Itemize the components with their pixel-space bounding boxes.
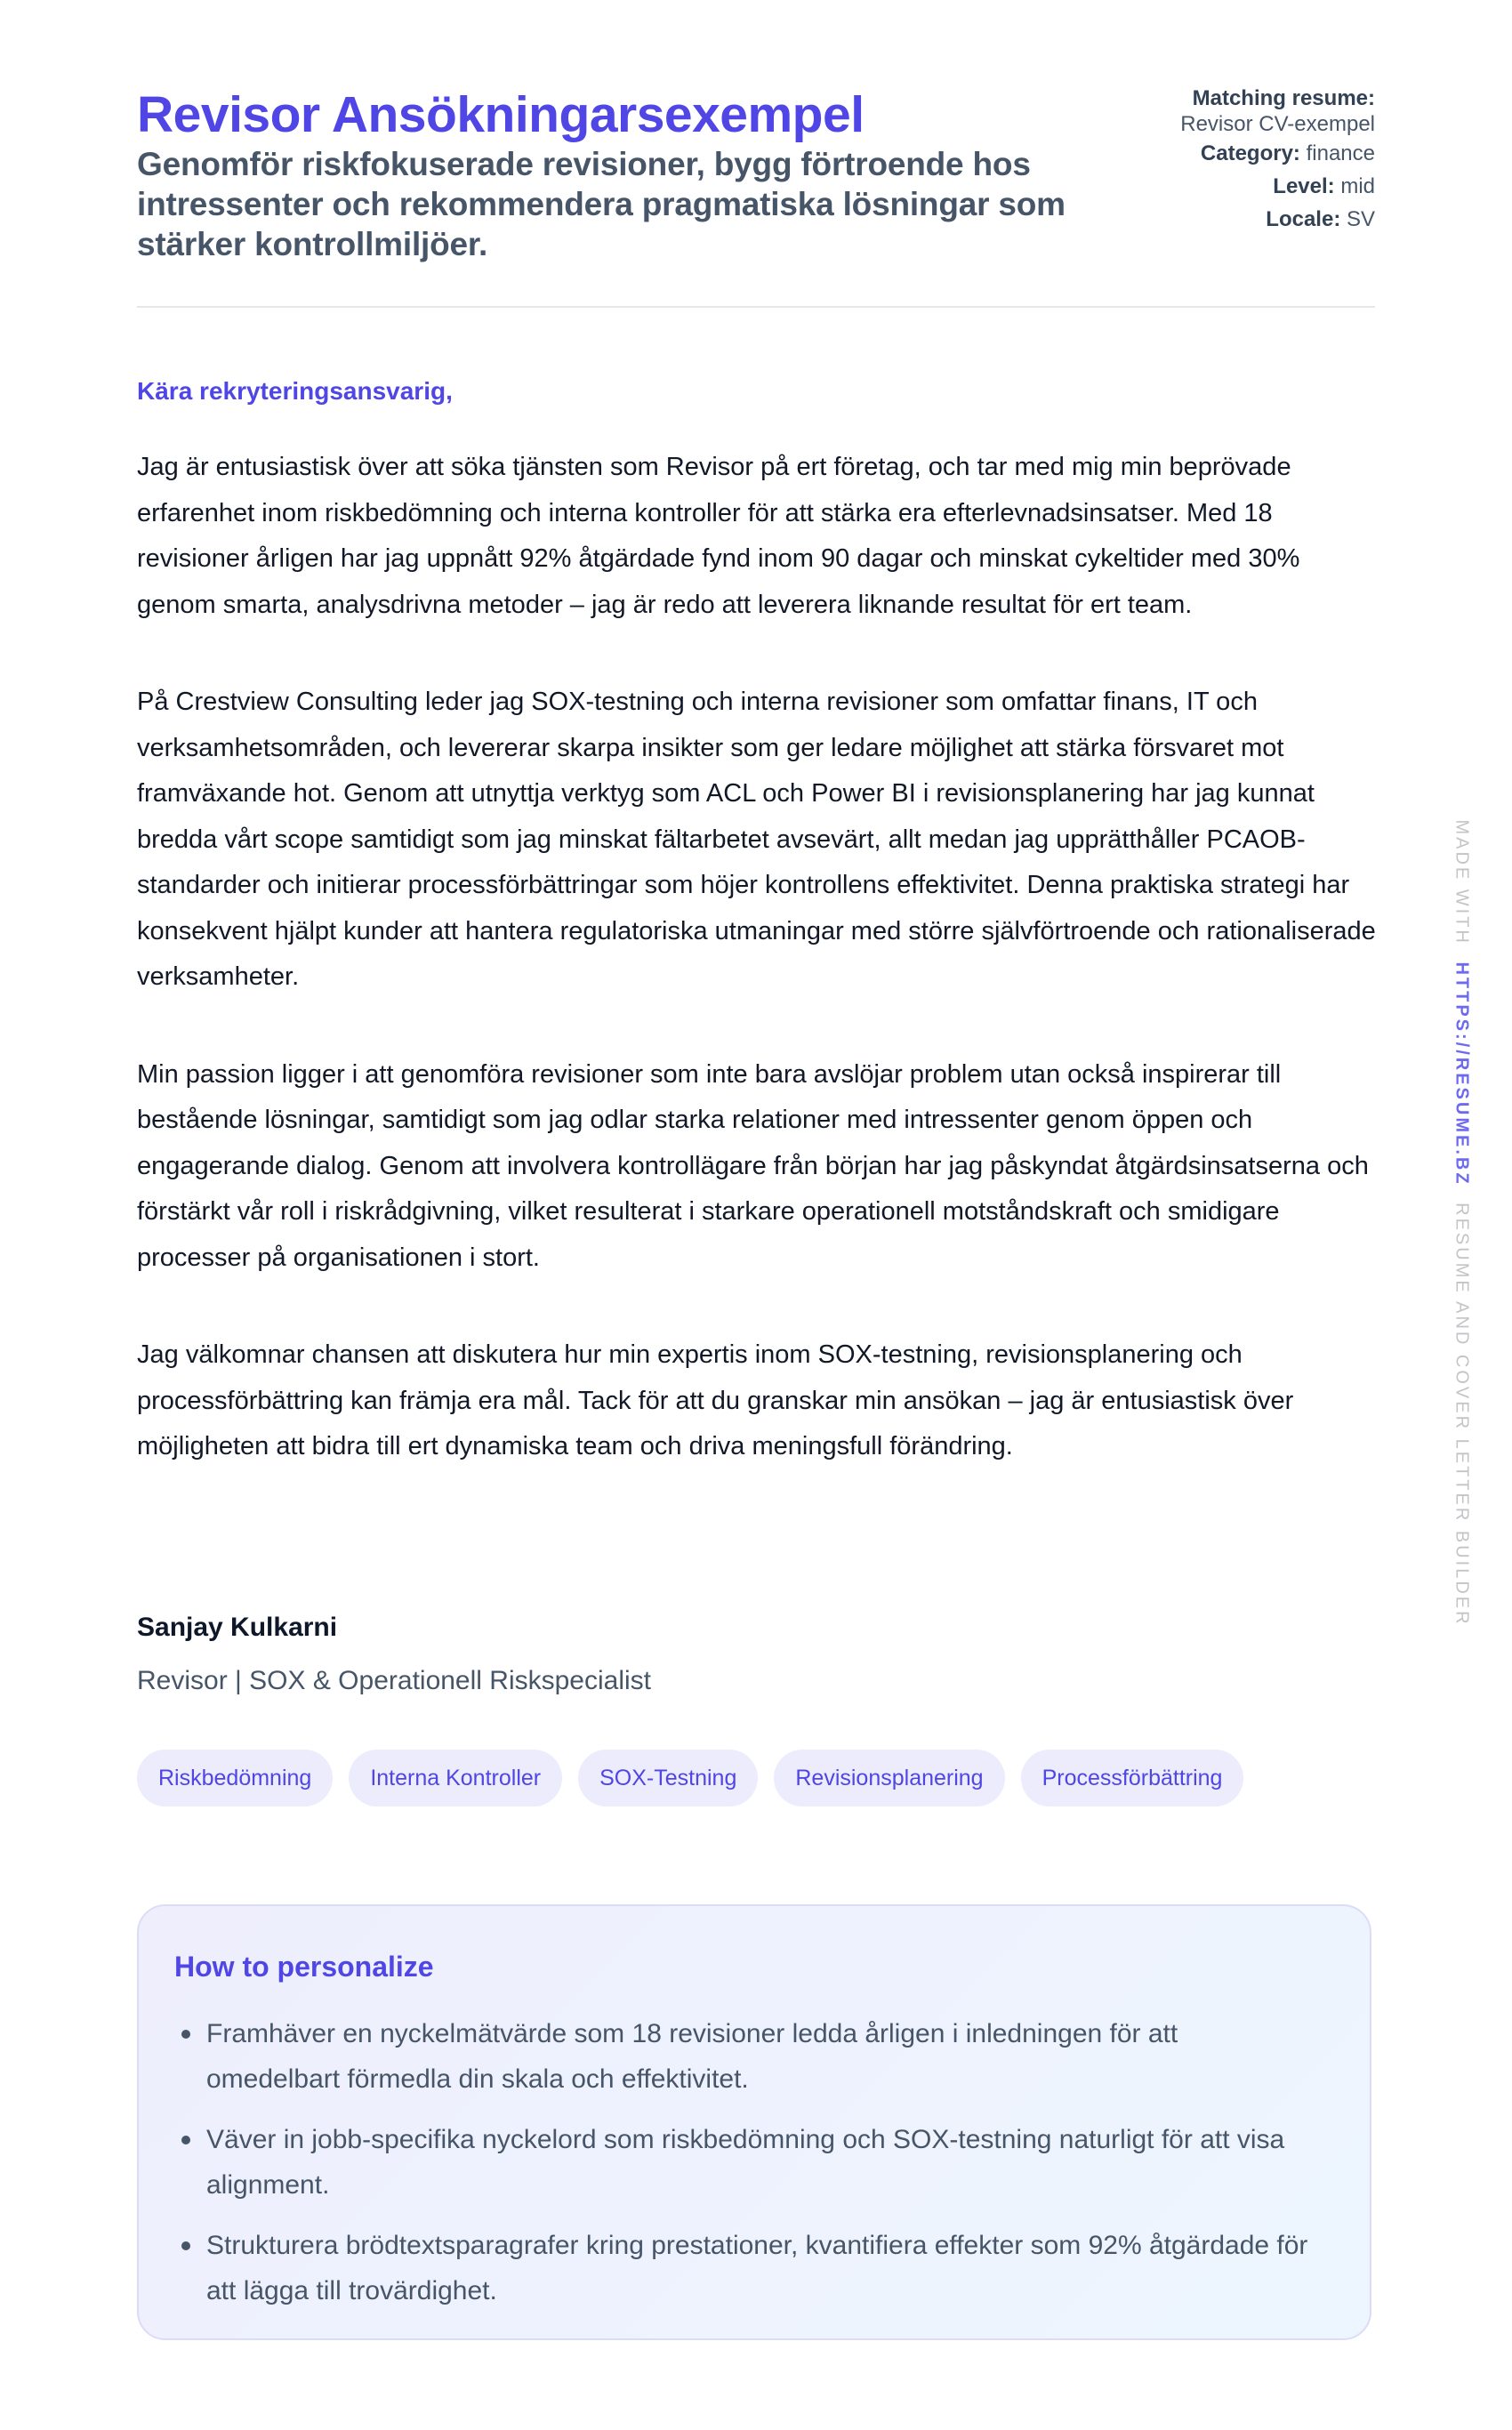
meta-matching-resume-label: Matching resume: <box>1192 86 1375 110</box>
meta-locale-label: Locale: <box>1266 207 1341 231</box>
skill-tags <box>137 1750 1243 1806</box>
meta-level-value: mid <box>1340 174 1375 198</box>
page-header <box>137 0 1375 308</box>
meta-locale <box>1144 206 1375 232</box>
meta-level <box>1144 173 1375 199</box>
personalize-tips-box <box>137 1904 1371 2340</box>
skill-tag: Revisionsplanering <box>774 1750 1004 1806</box>
letter-paragraph: Jag är entusiastisk över att söka tjänsten som Revisor på ert företag, och tar med mig min beprövade erfarenhet inom riskbedömning och interna kontroller för att stärka era efterlevnadsinsatser. Med 18 revisioner årligen har jag uppnått 92% åtgärdade fynd inom 90 dagar och minskat cykeltider med 30% genom smarta, analysdrivna metoder – jag är redo att leverera liknande resultat för ert team. <box>137 453 1300 619</box>
signature-title: Revisor | SOX & Operationell Riskspecialist <box>137 1666 651 1695</box>
tip-text: Väver in jobb-specifika nyckelord som riskbedömning och SOX-testning naturligt för att visa alignment. <box>206 2125 1285 2200</box>
letter-paragraph: Jag välkomnar chansen att diskutera hur min expertis inom SOX-testning, revisionsplanering och processförbättring kan främja era mål. Tack för att du granskar min ansökan – jag är entusiastisk över möjligheten att bidra till ert dynamiska team och driva meningsfull förändring. <box>137 1340 1294 1460</box>
signature <box>137 1605 651 1703</box>
vertical-watermark <box>1452 819 1472 1626</box>
skill-tag: Interna Kontroller <box>349 1750 562 1806</box>
meta-matching-resume-value: Revisor CV-exempel <box>1180 112 1375 136</box>
skill-tag: Riskbedömning <box>137 1750 333 1806</box>
letter-paragraph: På Crestview Consulting leder jag SOX-testning och interna revisioner som omfattar finans, IT och verksamhetsområden, och levererar skarpa insikter som ger ledare möjlighet att stärka försvaret mot framväxande hot. Genom att utnyttja verktyg som ACL och Power BI i revisionsplanering har jag kunnat bredda vårt scope samtidigt som jag minskat fältarbetet avsevärt, allt medan jag upprätthåller PCAOB-standarder och initierar processförbättringar som höjer kontrollens effektivitet. Denna praktiska strategi har konsekvent hjälpt kunder att hantera regulatoriska utmaningar med större självförtroende och rationaliserade verksamheter. <box>137 688 1376 991</box>
tip-text: Framhäver en nyckelmätvärde som 18 revisioner ledda årligen i inledningen för att omedelbart förmedla din skala och effektivitet. <box>206 2019 1178 2094</box>
meta-level-label: Level: <box>1273 174 1335 198</box>
meta-category <box>1144 141 1375 166</box>
meta-category-value: finance <box>1306 141 1375 165</box>
tips-list <box>174 2011 1316 2329</box>
tip-item <box>206 2117 1316 2208</box>
tips-heading: How to personalize <box>174 1951 434 1983</box>
watermark-prefix: MADE WITH <box>1452 819 1472 945</box>
meta-locale-value: SV <box>1346 207 1375 231</box>
tip-item <box>206 2223 1316 2313</box>
signature-name: Sanjay Kulkarni <box>137 1613 338 1642</box>
bullet-icon <box>181 2030 190 2039</box>
cover-letter-page <box>137 0 1376 2305</box>
page-subtitle: Genomför riskfokuserade revisioner, bygg förtroende hos intressenter och rekommendera pragmatiska lösningar som stärker kontrollmiljöer. <box>137 146 1066 262</box>
meta-matching-resume <box>1144 85 1375 137</box>
letter-greeting: Kära rekryteringsansvarig, <box>137 377 453 405</box>
letter-body <box>137 445 1382 1522</box>
tip-item <box>206 2011 1316 2102</box>
skill-tag: SOX-Testning <box>578 1750 758 1806</box>
meta-info <box>1144 85 1375 239</box>
page-title: Revisor Ansökningarsexempel <box>137 86 865 143</box>
watermark-suffix: RESUME AND COVER LETTER BUILDER <box>1452 1203 1472 1627</box>
letter-paragraph: Min passion ligger i att genomföra revisioner som inte bara avslöjar problem utan också inspirerar till bestående lösningar, samtidigt som jag odlar starka relationer med intressenter genom öppen och engagerande dialog. Genom att involvera kontrollägare från början har jag påskyndat åtgärdsinsatserna och förstärkt vår roll i riskrådgivning, vilket resulterat i starkare operationell motståndskraft och smidigare processer på organisationen i stort. <box>137 1059 1369 1272</box>
skill-tag: Processförbättring <box>1021 1750 1244 1806</box>
meta-category-label: Category: <box>1200 141 1300 165</box>
bullet-icon <box>181 2136 190 2144</box>
watermark-link[interactable]: HTTPS://RESUME.BZ <box>1452 962 1472 1187</box>
bullet-icon <box>181 2241 190 2250</box>
tip-text: Strukturera brödtextsparagrafer kring prestationer, kvantifiera effekter som 92% åtgärdade för att lägga till trovärdighet. <box>206 2231 1308 2305</box>
